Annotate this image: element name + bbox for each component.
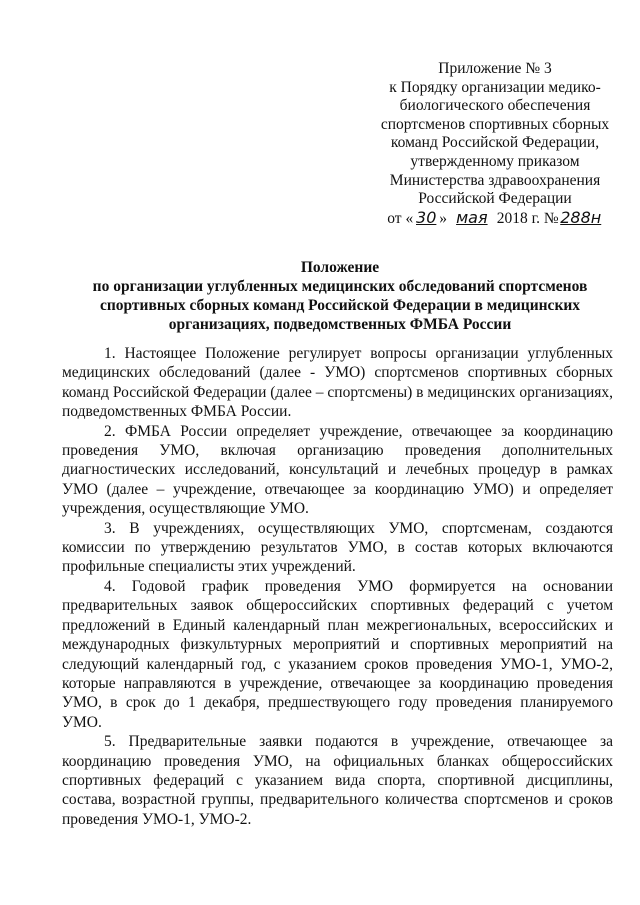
appendix-line: Российской Федерации (418, 190, 572, 208)
paragraph-3: 3. В учреждениях, осуществляющих УМО, спортсменам, создаются комиссии по утверждению результатов УМО, в состав которых включаются профильные специалисты этих учреждений. (62, 519, 613, 576)
appendix-line: утвержденному приказом (410, 152, 580, 170)
document-body (62, 344, 613, 829)
appendix-line: спортсменов спортивных сборных (380, 115, 610, 133)
paragraph-5: 5. Предварительные заявки подаются в учреждение, отвечающее за координацию проведения УМО, на официальных бланках общероссийских спортивных федераций с указанием вида спорта, спортивной дисциплины, состава, возрастной группы, предварительного количества спортсменов и сроков проведения УМО-1, УМО-2. (62, 733, 613, 828)
handwritten-day: 30 (416, 207, 437, 227)
paragraph-1: 1. Настоящее Положение регулирует вопросы организации углубленных медицинских обследований (далее - УМО) спортсменов спортивных сборных команд Российской Федерации (далее – спортсмены) в медицинских организациях, подведомственных ФМБА России. (62, 345, 613, 421)
document-title (62, 258, 618, 334)
appendix-header (370, 60, 620, 228)
title-line: спортивных сборных команд Российской Федерации в медицинских (99, 297, 581, 314)
date-suffix: 2018 г. № (496, 209, 559, 227)
appendix-line: к Порядку организации медико- (389, 78, 601, 96)
date-mid: » (439, 209, 447, 227)
order-date-line (370, 209, 620, 229)
appendix-line: биологического обеспечения (399, 97, 591, 115)
title-heading: Положение (300, 259, 380, 276)
handwritten-month: мая (456, 207, 488, 227)
title-line: организациях, подведомственных ФМБА России (168, 316, 512, 333)
paragraph-4: 4. Годовой график проведения УМО формируется на основании предварительных заявок общероссийских спортивных федераций с учетом предложений в Единый календарный план межрегиональных, всероссийских и международных физкультурных мероприятий и спортивных мероприятий на следующий календарный год, с указанием сроков проведения УМО-1, УМО-2, которые направляются в учреждение, отвечающее за координацию проведения УМО, в срок до 1 декабря, предшествующего году проведения планируемого УМО. (62, 577, 613, 731)
appendix-line: команд Российской Федерации, (390, 134, 600, 152)
appendix-number: Приложение № 3 (438, 60, 552, 77)
handwritten-order-number: 288н (560, 207, 602, 227)
appendix-line: Министерства здравоохранения (389, 171, 601, 189)
paragraph-2: 2. ФМБА России определяет учреждение, отвечающее за координацию проведения УМО, включая организацию проведения дополнительных диагностических исследований, консультаций и лечебных процедур в рамках УМО (далее – учреждение, отвечающее за координацию УМО) и определяет учреждения, осуществляющие УМО. (62, 422, 613, 518)
title-line: по организации углубленных медицинских обследований спортсменов (92, 278, 588, 295)
date-prefix: от « (387, 209, 414, 227)
